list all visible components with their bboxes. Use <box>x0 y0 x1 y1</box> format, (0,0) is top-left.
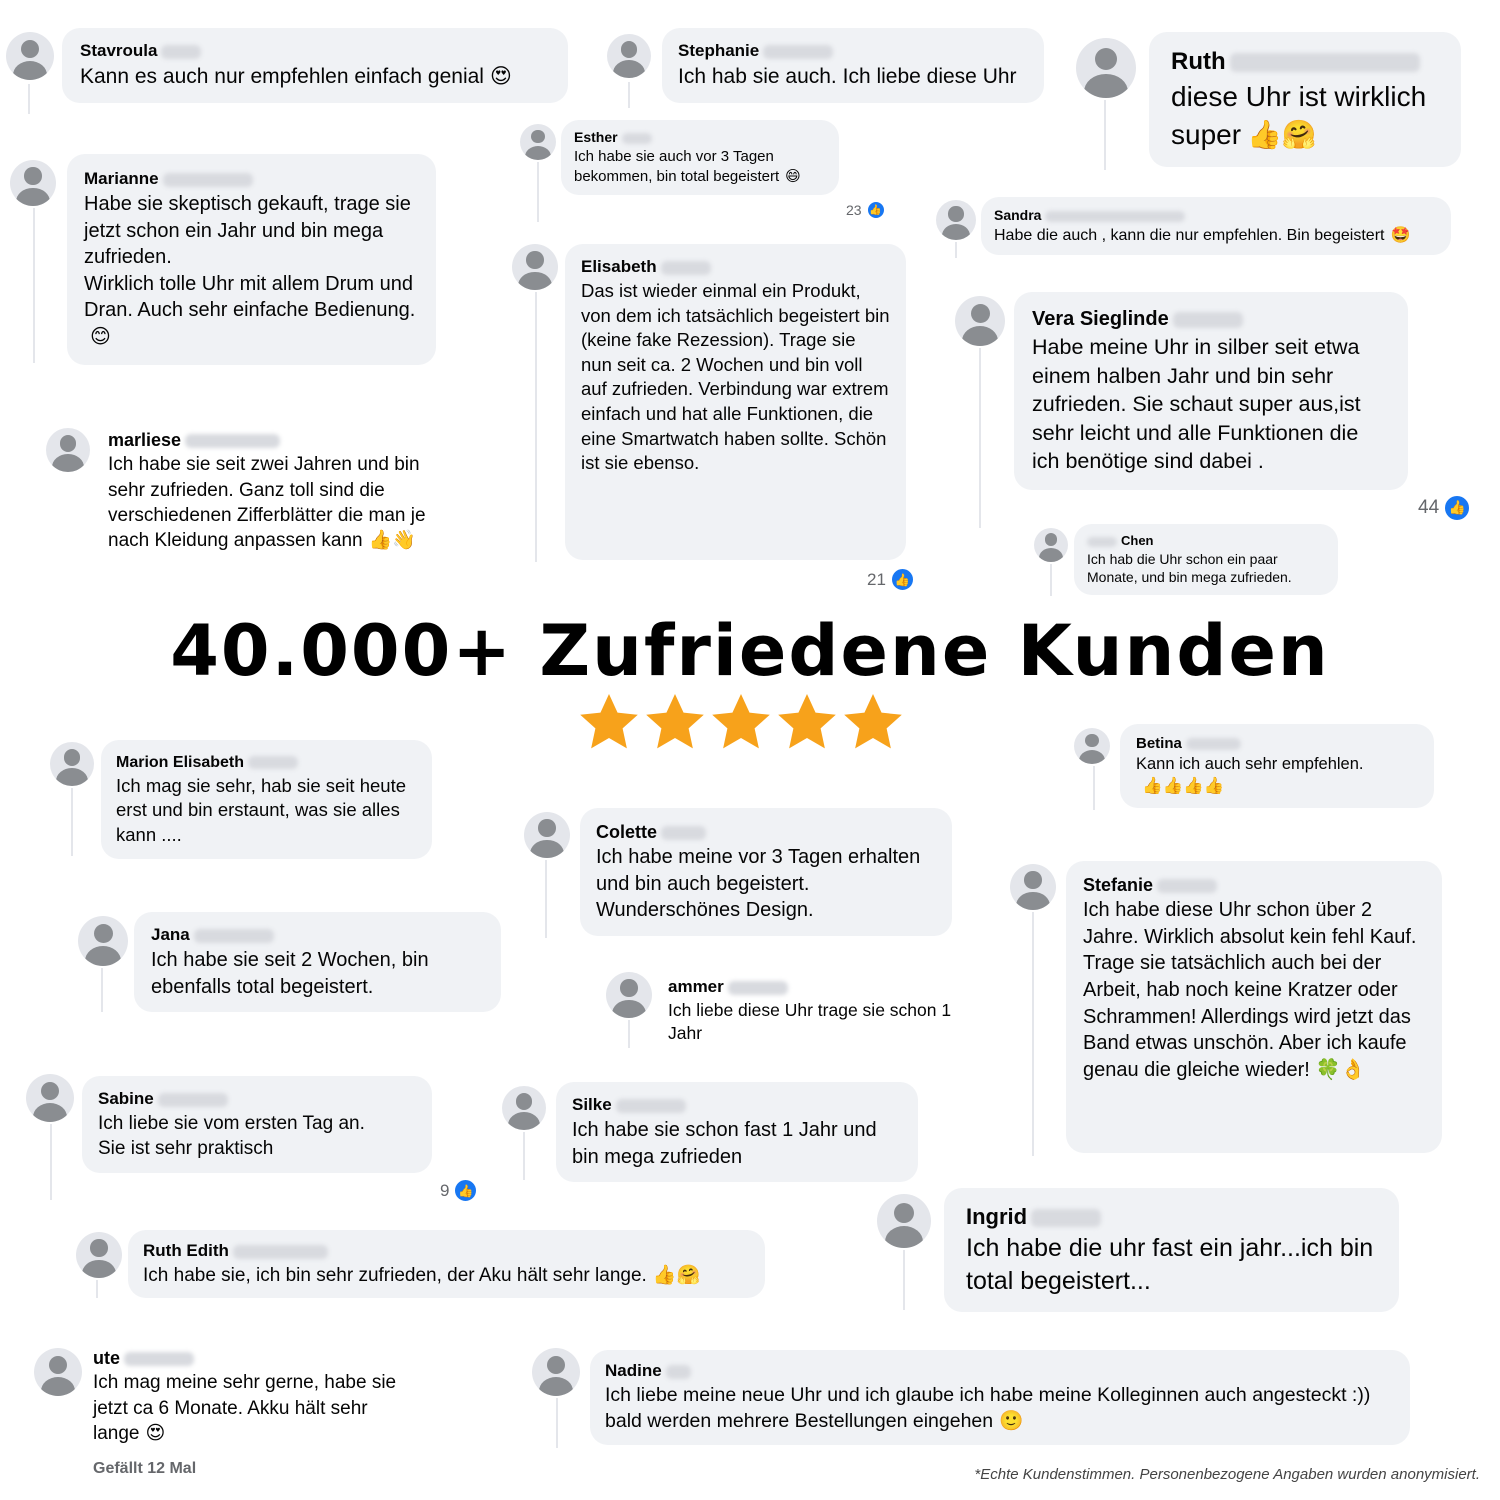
redacted-surname <box>616 1099 686 1113</box>
thread-line <box>71 788 73 856</box>
commenter-name[interactable] <box>596 820 936 844</box>
thread-line <box>545 860 547 938</box>
like-count: 23 <box>846 202 862 218</box>
redacted-surname <box>158 1093 228 1107</box>
redacted-surname <box>1157 879 1217 893</box>
thread-line <box>101 968 103 1012</box>
comment-text <box>151 947 484 1000</box>
avatar-icon[interactable] <box>6 32 54 80</box>
comment-text <box>605 1383 1395 1435</box>
star-icon <box>841 690 905 754</box>
comment-text-content: Ich habe sie auch vor 3 Tagen bekommen, bin total begeistert <box>574 147 780 185</box>
comment-bubble <box>94 422 444 592</box>
commenter-name[interactable] <box>605 1360 1395 1383</box>
redacted-surname <box>1031 1209 1101 1227</box>
comment-text <box>98 1111 416 1162</box>
redacted-surname <box>1087 537 1117 547</box>
avatar-icon[interactable] <box>1074 728 1110 764</box>
thread-line <box>1050 564 1052 596</box>
commenter-name-text: Ruth <box>1171 48 1226 75</box>
comment-text-content: Ich liebe diese Uhr trage sie schon 1 Jahr <box>668 999 952 1044</box>
commenter-name[interactable] <box>1083 873 1425 897</box>
comment-text-content: Habe sie skeptisch gekauft, trage sie jetzt schon ein Jahr und bin mega zufrieden. Wirklich tolle Uhr mit allem Drum und Dran. Auch sehr einfache Bedienung. <box>84 192 416 322</box>
commenter-name[interactable] <box>151 924 484 947</box>
comment-bubble <box>1074 524 1338 595</box>
commenter-name-text: Sandra <box>994 207 1042 223</box>
thread-line <box>523 1132 525 1180</box>
comment-text <box>143 1263 750 1288</box>
likes-footer: Gefällt 12 Mal <box>93 1460 197 1477</box>
thread-line <box>96 1280 98 1298</box>
thread-line <box>628 82 630 108</box>
comment-text-content: diese Uhr ist wirklich super <box>1171 81 1427 150</box>
thread-line <box>535 292 537 562</box>
comment-text <box>1032 333 1390 476</box>
commenter-name-text: Silke <box>572 1095 612 1114</box>
commenter-name[interactable] <box>678 40 1028 63</box>
comment-text-content: Ich habe sie, ich bin sehr zufrieden, der Aku hält sehr lange. <box>143 1264 647 1286</box>
comment-text <box>1171 78 1439 152</box>
commenter-name[interactable] <box>80 40 550 63</box>
comment-text <box>572 1117 902 1170</box>
like-counter[interactable] <box>440 1178 478 1203</box>
comment-text <box>668 999 978 1046</box>
commenter-name[interactable] <box>93 1346 413 1370</box>
star-icon <box>709 690 773 754</box>
comment-bubble <box>62 28 568 103</box>
commenter-name[interactable] <box>84 168 419 191</box>
commenter-name[interactable] <box>572 1094 902 1117</box>
comment-text <box>581 279 890 476</box>
emoji-icon: 🤩 <box>1390 226 1411 244</box>
emoji-icon: 👍🤗 <box>1247 118 1317 150</box>
commenter-name[interactable] <box>574 128 826 147</box>
avatar-icon[interactable] <box>1076 38 1136 98</box>
avatar-icon[interactable] <box>26 1074 74 1122</box>
comment-text <box>108 452 430 553</box>
comment-bubble <box>1066 861 1442 1153</box>
thumbs-up-icon: 👍 <box>866 200 886 220</box>
redacted-surname <box>728 981 788 995</box>
like-count: 9 <box>440 1180 450 1200</box>
comment-text-content: Das ist wieder einmal ein Produkt, von dem ich tatsächlich begeistert bin (keine fake Rezession). Trage sie nun seit ca. 2 Wochen und bin voll auf zufrieden. Verbindung war extrem einfach und hat alle Funktionen, die eine Smartwatch haben sollte. Schön ist sie ebenso. <box>581 279 890 474</box>
avatar-icon[interactable] <box>532 1348 580 1396</box>
comment-text <box>966 1232 1377 1299</box>
comment-text <box>994 225 1438 246</box>
commenter-name-text: marliese <box>108 430 182 450</box>
like-counter[interactable] <box>867 567 915 592</box>
commenter-name[interactable] <box>108 428 430 452</box>
comment-text <box>1087 550 1325 587</box>
comment-text <box>84 191 419 351</box>
comment-text-content: Ich habe sie seit 2 Wochen, bin ebenfalls total begeistert. <box>151 948 429 998</box>
thread-line <box>1104 100 1106 170</box>
comment-bubble <box>561 120 839 195</box>
commenter-name-text: Stavroula <box>80 41 158 60</box>
commenter-name[interactable] <box>668 976 978 999</box>
avatar-icon[interactable] <box>502 1086 546 1130</box>
comment-text <box>80 63 550 91</box>
emoji-icon: 🙂 <box>999 1409 1024 1432</box>
comment-text-content: Ich habe die uhr fast ein jahr...ich bin total begeistert... <box>966 1233 1374 1295</box>
commenter-name[interactable] <box>581 256 890 279</box>
comment-text-content: Ich mag meine sehr gerne, habe sie jetzt ca 6 Monate. Akku hält sehr lange <box>93 1372 397 1444</box>
thread-line <box>50 1124 52 1200</box>
avatar-icon[interactable] <box>1010 864 1056 910</box>
emoji-icon: 🍀👌 <box>1315 1058 1366 1081</box>
star-icon <box>775 690 839 754</box>
comment-text <box>678 63 1028 91</box>
comment-text <box>116 774 417 848</box>
five-star-rating <box>577 690 907 756</box>
comment-text <box>596 844 936 924</box>
comment-bubble <box>662 28 1044 103</box>
emoji-icon: 👍👍👍👍 <box>1142 777 1225 796</box>
avatar-icon[interactable] <box>955 296 1005 346</box>
avatar-icon[interactable] <box>10 160 56 206</box>
commenter-name[interactable] <box>1136 734 1418 754</box>
commenter-name[interactable] <box>994 206 1438 225</box>
like-counter[interactable] <box>1418 494 1471 522</box>
commenter-name-text: Elisabeth <box>581 257 657 276</box>
commenter-name-text: Vera Sieglinde <box>1032 308 1169 330</box>
comment-text-content: Ich habe diese Uhr schon über 2 Jahre. Wirklich absolut kein fehl Kauf. Trage sie tatsächlich auch bei der Arbeit, hab noch keine Kratzer oder Schrammen! Allerdings wird jetzt das Band etwas unschön. Aber ich kaufe genau die gleiche wieder! <box>1083 899 1417 1081</box>
commenter-name-text: Ruth Edith <box>143 1241 229 1260</box>
commenter-name[interactable] <box>1171 46 1439 78</box>
star-icon <box>577 690 641 754</box>
commenter-name[interactable] <box>143 1240 750 1263</box>
commenter-name[interactable] <box>98 1088 416 1111</box>
comment-text <box>574 147 826 187</box>
avatar-icon[interactable] <box>936 200 976 240</box>
commenter-name-text: Betina <box>1136 735 1182 752</box>
comment-bubble <box>981 197 1451 255</box>
emoji-icon: 😄 <box>785 167 801 185</box>
redacted-surname <box>763 45 833 59</box>
comment-bubble <box>82 1076 432 1173</box>
thumbs-up-icon: 👍 <box>1443 494 1471 522</box>
comment-text <box>1136 754 1418 798</box>
comment-bubble <box>67 154 436 365</box>
commenter-name[interactable] <box>116 752 417 774</box>
avatar-icon[interactable] <box>50 742 94 786</box>
avatar-icon[interactable] <box>524 812 570 858</box>
comment-bubble <box>565 244 906 560</box>
thread-line <box>1093 766 1095 810</box>
redacted-surname <box>1230 53 1420 72</box>
commenter-name-text: Marianne <box>84 169 159 188</box>
comment-text-content: Habe meine Uhr in silber seit etwa einem halben Jahr und bin sehr zufrieden. Sie schaut super aus,ist sehr leicht und alle Funktionen die ich benötige sind dabei . <box>1032 335 1361 474</box>
emoji-icon: 😊 <box>90 325 111 348</box>
comment-text-content: Ich habe meine vor 3 Tagen erhalten und bin auch begeistert. Wunderschönes Design. <box>596 846 921 922</box>
commenter-name-text: Chen <box>1121 533 1154 548</box>
avatar-icon[interactable] <box>78 916 128 966</box>
comment-bubble <box>580 808 952 936</box>
redacted-surname <box>185 434 280 448</box>
comment-text <box>1083 897 1425 1083</box>
avatar-icon[interactable] <box>607 34 651 78</box>
commenter-name-text: Sabine <box>98 1089 154 1108</box>
comment-text-content: Habe die auch , kann die nur empfehlen. Bin begeistert <box>994 226 1385 244</box>
commenter-name-text: Colette <box>596 822 658 842</box>
comment-text-content: Kann ich auch sehr empfehlen. <box>1136 755 1364 774</box>
comment-bubble <box>1014 292 1408 490</box>
commenter-name-text: ammer <box>668 977 724 996</box>
redacted-surname <box>661 826 706 840</box>
comment-bubble <box>128 1230 765 1298</box>
thread-line <box>1032 912 1034 1156</box>
comment-text-content: Ich liebe meine neue Uhr und ich glaube ich habe meine Kolleginnen auch angesteckt :)) bald werden mehrere Bestellungen eingehen <box>605 1383 1371 1432</box>
avatar-icon[interactable] <box>520 124 556 160</box>
like-counter[interactable] <box>846 200 886 220</box>
avatar-icon[interactable] <box>606 972 652 1018</box>
avatar-icon[interactable] <box>34 1348 82 1396</box>
emoji-icon: 👍👋 <box>368 530 416 552</box>
thread-line <box>556 1398 558 1448</box>
comment-bubble <box>1120 724 1434 808</box>
redacted-surname <box>622 133 652 144</box>
avatar-icon[interactable] <box>1034 528 1068 562</box>
thread-line <box>628 1020 630 1048</box>
thread-line <box>955 242 957 258</box>
comment-bubble <box>78 1346 428 1456</box>
comment-bubble <box>590 1350 1410 1445</box>
redacted-surname <box>661 261 711 275</box>
comment-bubble <box>944 1188 1399 1312</box>
thumbs-up-icon: 👍 <box>453 1178 478 1203</box>
redacted-surname <box>233 1245 328 1259</box>
emoji-icon: 😍 <box>145 1422 166 1444</box>
emoji-icon: 😍 <box>489 64 512 88</box>
thread-line <box>537 162 539 222</box>
avatar-icon[interactable] <box>877 1194 931 1248</box>
commenter-name-text: Jana <box>151 925 190 944</box>
redacted-surname <box>194 929 274 943</box>
comment-bubble <box>134 912 501 1012</box>
commenter-name-text: Stephanie <box>678 41 760 60</box>
commenter-name-text: Ingrid <box>966 1204 1028 1229</box>
comment-text-content: Ich hab die Uhr schon ein paar Monate, und bin mega zufrieden. <box>1087 550 1292 586</box>
redacted-surname <box>1045 211 1185 222</box>
commenter-name-text: Stefanie <box>1083 875 1154 895</box>
comment-bubble <box>654 972 992 1058</box>
thumbs-up-icon: 👍 <box>890 567 915 592</box>
thread-line <box>979 348 981 528</box>
commenter-name[interactable] <box>1087 532 1325 550</box>
avatar-icon[interactable] <box>76 1232 122 1278</box>
redacted-surname <box>1186 738 1241 750</box>
redacted-surname <box>124 1352 194 1366</box>
comment-text-content: Ich habe sie seit zwei Jahren und bin sehr zufrieden. Ganz toll sind die verschiedenen Zifferblätter die man je nach Kleidung anpassen kann <box>108 454 426 552</box>
redacted-surname <box>1173 312 1243 328</box>
comment-bubble <box>101 740 432 859</box>
comment-text-content: Ich hab sie auch. Ich liebe diese Uhr <box>678 64 1017 88</box>
comment-bubble <box>1149 32 1461 167</box>
disclaimer-note: *Echte Kundenstimmen. Personenbezogene Angaben wurden anonymisiert. <box>974 1466 1480 1483</box>
redacted-surname <box>248 756 298 769</box>
redacted-surname <box>666 1365 691 1379</box>
thread-line <box>33 208 35 363</box>
comment-text <box>93 1370 413 1446</box>
commenter-name-text: Nadine <box>605 1361 662 1380</box>
redacted-surname <box>161 45 201 59</box>
commenter-name-text: Esther <box>574 129 618 145</box>
comment-text-content: Kann es auch nur empfehlen einfach genial <box>80 64 484 88</box>
avatar-icon[interactable] <box>512 244 558 290</box>
commenter-name[interactable] <box>966 1202 1377 1232</box>
comment-bubble <box>556 1082 918 1182</box>
headline: 40.000+ Zufriedene Kunden <box>170 610 1330 692</box>
commenter-name-text: Marion Elisabeth <box>116 754 245 771</box>
commenter-name-text: ute <box>93 1348 120 1368</box>
avatar-icon[interactable] <box>46 428 90 472</box>
star-icon <box>643 690 707 754</box>
emoji-icon: 👍🤗 <box>652 1264 701 1286</box>
redacted-surname <box>163 173 253 187</box>
like-count: 44 <box>1418 497 1440 518</box>
comment-text-content: Ich habe sie schon fast 1 Jahr und bin mega zufrieden <box>572 1118 877 1168</box>
commenter-name[interactable] <box>1032 306 1390 333</box>
like-count: 21 <box>867 569 886 589</box>
thread-line <box>28 84 30 114</box>
thread-line <box>903 1250 905 1310</box>
comment-text-content: Ich liebe sie vom ersten Tag an. Sie ist sehr praktisch <box>98 1112 365 1160</box>
comment-text-content: Ich mag sie sehr, hab sie seit heute erst und bin erstaunt, was sie alles kann .... <box>116 774 407 845</box>
